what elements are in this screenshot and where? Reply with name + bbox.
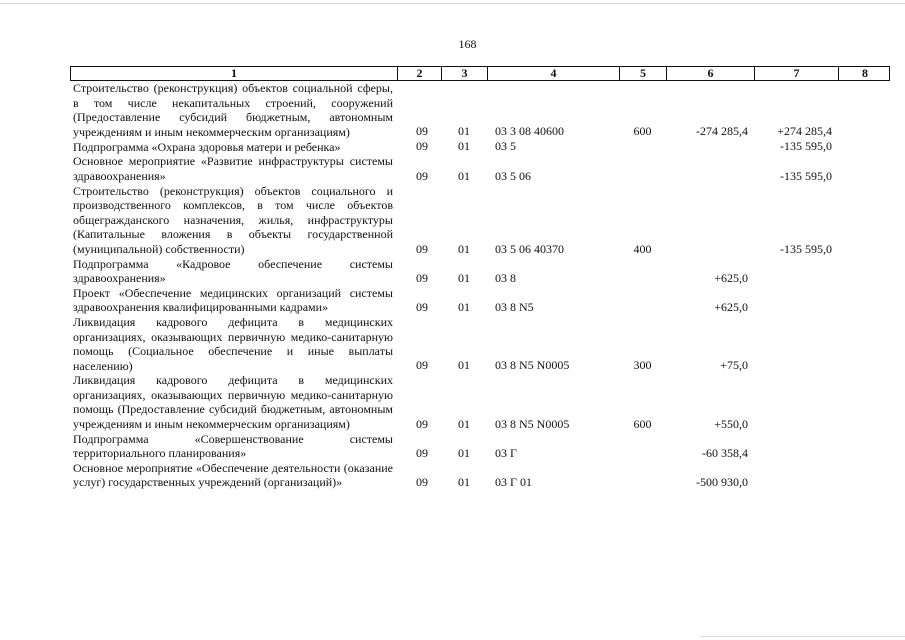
column-header-3: 3 [442,67,488,80]
row-sum-col6 [666,183,754,184]
row-sum-col7 [754,460,838,461]
row-subsection: 01 [458,168,470,183]
page-number: 168 [458,37,477,51]
row-sum-col8 [838,372,890,373]
table-row [70,139,890,154]
column-header-4: 4 [488,67,620,80]
row-section: 09 [416,358,428,373]
table-header-row [70,66,890,81]
table-row [70,184,890,257]
row-sum-col7: -135 595,0 [780,241,832,256]
column-header-6: 6 [667,67,755,80]
row-section: 09 [416,168,428,183]
column-header-1: 1 [71,67,398,80]
row-subsection: 01 [458,139,470,154]
row-section: 09 [416,270,428,285]
row-expense-type [619,153,666,154]
row-sum-col8 [838,314,890,315]
row-target-article: 03 5 06 40370 [495,241,564,256]
row-sum-col8 [838,153,890,154]
row-sum-col6: +625,0 [714,270,748,285]
row-expense-type [619,285,666,286]
row-target-article: 03 8 [495,270,516,285]
row-name: Основное мероприятие «Развитие инфраструктуры системы здравоохранения» [73,154,393,183]
row-subsection: 01 [458,358,470,373]
row-sum-col6: +75,0 [720,358,748,373]
row-sum-col8 [838,256,890,257]
scan-edge-line-bottom [700,636,905,637]
row-name: Ликвидация кадрового дефицита в медицинских организациях, оказывающих первичную медико-санитарную помощь (Социальное обеспечение и иные выплаты населению) [73,314,393,373]
row-name: Подпрограмма «Совершенствование системы территориального планирования» [73,431,393,461]
row-expense-type [619,314,666,315]
row-expense-type: 400 [633,241,652,256]
table-row [70,461,890,490]
row-name: Подпрограмма «Охрана здоровья матери и ребенка» [73,139,341,154]
row-expense-type [619,460,666,461]
column-header-8: 8 [862,66,868,80]
row-name: Подпрограмма «Кадровое обеспечение системы здравоохранения» [73,256,393,286]
row-sum-col7 [754,431,838,432]
row-subsection: 01 [458,241,470,256]
budget-table-body [70,81,890,490]
table-row [70,81,890,139]
row-sum-col8 [838,460,890,461]
row-sum-col8 [838,489,890,490]
row-section: 09 [416,124,428,139]
row-name: Проект «Обеспечение медицинских организаций системы здравоохранения квалифицированными кадрами» [73,285,393,315]
row-sum-col7 [754,372,838,373]
row-target-article: 03 5 06 [495,168,531,183]
row-target-article: 03 5 [495,139,516,154]
table-row [70,315,890,373]
row-section: 09 [416,416,428,431]
row-sum-col8 [838,183,890,184]
row-sum-col6: +550,0 [714,416,748,431]
row-name: Строительство (реконструкция) объектов социального и производственного комплексов, в том числе объектов общегражданского назначения, жилья, инфраструктуры (Капитальные вложения в объекты государственной (муниципальной) собственности) [73,183,393,256]
table-row [70,286,890,315]
row-expense-type: 600 [633,416,652,431]
row-subsection: 01 [458,416,470,431]
row-section: 09 [416,241,428,256]
row-subsection: 01 [458,475,470,490]
row-section: 09 [416,299,428,314]
row-sum-col7: +274 285,4 [777,124,832,139]
row-name: Строительство (реконструкция) объектов социальной сферы, в том числе некапитальных строений, сооружений (Предоставление субсидий бюджетным, автономным учреждениям и иным некоммерческим организациям) [73,81,393,139]
row-target-article: 03 8 N5 N0005 [495,416,570,431]
row-sum-col8 [838,431,890,432]
row-expense-type [619,489,666,490]
table-row [70,373,890,431]
row-target-article: 03 8 N5 N0005 [495,358,570,373]
row-expense-type: 300 [633,358,652,373]
column-header-5: 5 [620,67,667,80]
row-sum-col8 [838,285,890,286]
row-sum-col6: -500 930,0 [696,475,748,490]
row-subsection: 01 [458,445,470,460]
row-name: Ликвидация кадрового дефицита в медицинских организациях, оказывающих первичную медико-санитарную помощь (Предоставление субсидий бюджетным, автономным учреждениям и иным некоммерческим организациям) [73,373,393,432]
row-target-article: 03 Г 01 [495,475,532,490]
row-sum-col6: -60 358,4 [702,445,748,460]
row-sum-col6 [666,153,754,154]
table-row [70,154,890,183]
row-sum-col6: +625,0 [714,299,748,314]
row-sum-col7 [754,489,838,490]
row-section: 09 [416,445,428,460]
scan-edge-line-top [0,3,905,4]
row-sum-col6: -274 285,4 [696,124,748,139]
row-sum-col7: -135 595,0 [780,139,832,154]
column-header-7: 7 [755,67,839,80]
row-target-article: 03 8 N5 [495,299,534,314]
table-row [70,257,890,286]
row-sum-col7 [754,314,838,315]
row-target-article: 03 3 08 40600 [495,124,564,139]
row-name: Основное мероприятие «Обеспечение деятельности (оказание услуг) государственных учреждений (организаций)» [73,460,393,490]
row-subsection: 01 [458,299,470,314]
row-target-article: 03 Г [495,445,517,460]
row-sum-col7: -135 595,0 [780,168,832,183]
column-header-2: 2 [398,67,442,80]
row-expense-type [619,183,666,184]
table-row [70,432,890,461]
row-expense-type: 600 [633,124,652,139]
row-subsection: 01 [458,270,470,285]
row-sum-col6 [666,256,754,257]
row-sum-col7 [754,285,838,286]
row-section: 09 [416,475,428,490]
row-section: 09 [416,139,428,154]
row-subsection: 01 [458,124,470,139]
row-sum-col8 [838,138,890,139]
